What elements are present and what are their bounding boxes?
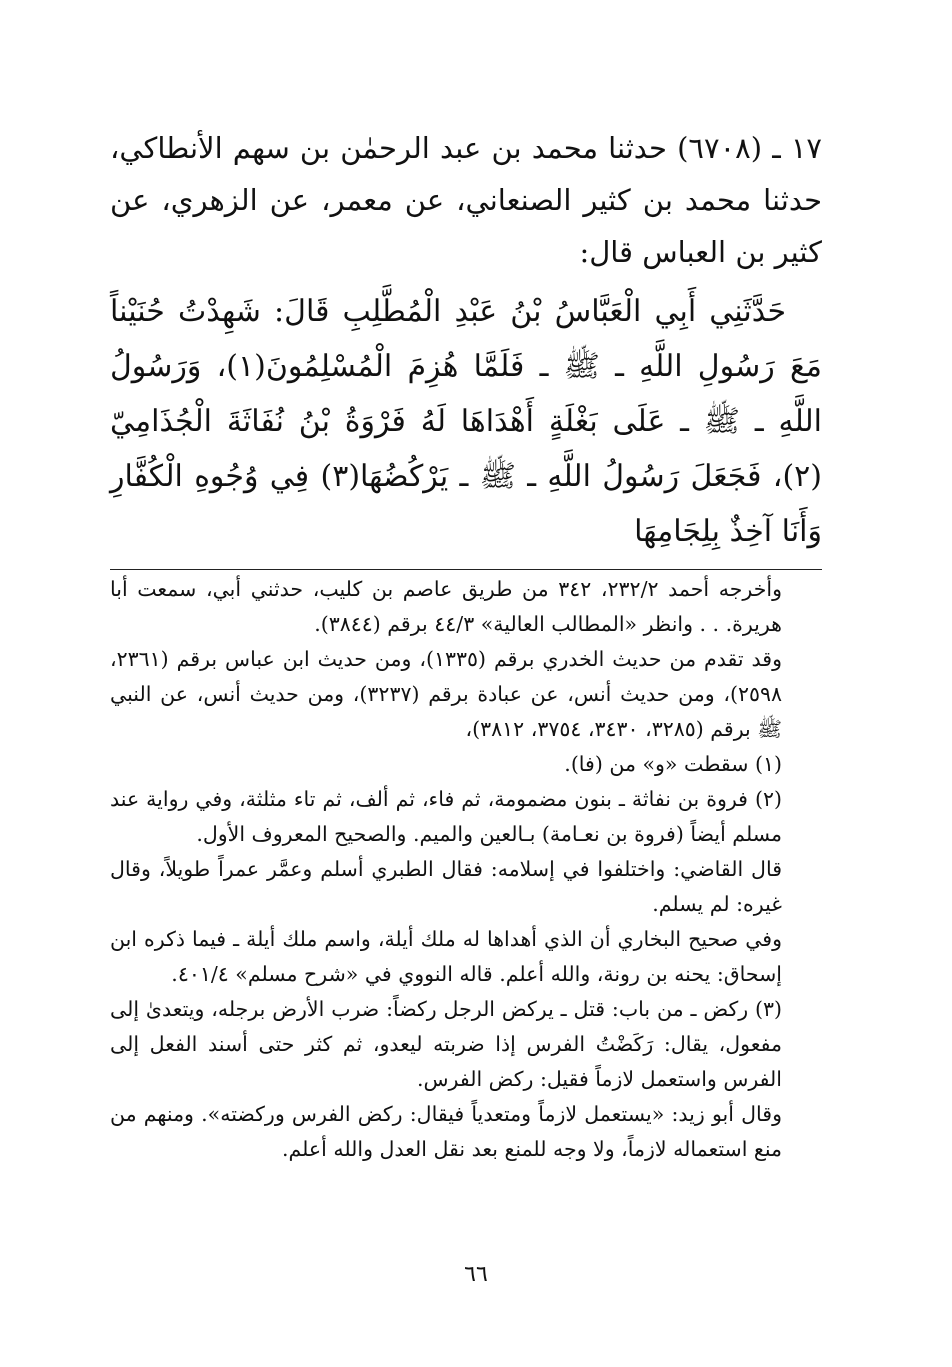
footnotes [110, 572, 822, 1167]
hadith-body [110, 284, 822, 559]
footnote-paragraph: وفي صحيح البخاري أن الذي أهداها له ملك أيلة، واسم ملك أيلة ـ فيما ذكره ابن إسحاق: يحنه بن رونة، والله أعلم. قاله النووي في «شرح مسلم» ٤٠١/٤. [110, 927, 782, 986]
footnote-1: (١) سقطت «و» من (فا). [564, 752, 782, 776]
footnote-paragraph: وقد تقدم من حديث الخدري برقم (١٣٣٥)، ومن حديث ابن عباس برقم (٢٣٦١، ٢٥٩٨)، ومن حديث أنس، عن عبادة برقم (٣٢٣٧)، ومن حديث أنس، عن النبي ﷺ برقم (٣٢٨٥، ٣٤٣٠، ٣٧٥٤، ٣٨١٢)، [110, 647, 782, 741]
footnote-paragraph: وأخرجه أحمد ٢٣٢/٢، ٣٤٢ من طريق عاصم بن كليب، حدثني أبي، سمعت أبا هريرة. . . وانظر «المطالب العالية» ٤٤/٣ برقم (٣٨٤٤). [110, 577, 782, 636]
hadith-body-text: حَدَّثَنِي أَبِي الْعَبَّاسُ بْنُ عَبْدِ الْمُطَّلِبِ قَالَ: شَهِدْتُ حُنَيْناً مَعَ رَسُولِ اللَّهِ ـ ﷺ ـ فَلَمَّا هُزِمَ الْمُسْلِمُونَ(١)، وَرَسُولُ اللَّهِ ـ ﷺ ـ عَلَى بَغْلَةٍ أَهْدَاهَا لَهُ فَرْوَةُ بْنُ نُفَاثَةَ الْجُذَامِيّ (٢)، فَجَعَلَ رَسُولُ اللَّهِ ـ ﷺ ـ يَرْكُضُهَا(٣) فِي وُجُوهِ الْكُفَّارِ وَأَنَا آخِذٌ بِلِجَامِهَا [110, 294, 822, 549]
footnote-3: (٣) ركض ـ من باب: قتل ـ يركض الرجل ركضاً: ضرب الأرض برجله، ويتعدىٰ إلى مفعول، يقال: رَكَضْتُ الفرس إذا ضربته ليعدو، ثم كثر حتى أسند الفعل إلى الفرس واستعمل لازماً فقيل: ركض الفرس. [110, 997, 782, 1091]
page-content [110, 122, 822, 1167]
main-text [110, 122, 822, 559]
footnote-paragraph: وقال أبو زيد: «يستعمل لازماً ومتعدياً فيقال: ركض الفرس وركضته». ومنهم من منع استعماله لازماً، ولا وجه للمنع بعد نقل العدل والله أعلم. [110, 1102, 782, 1161]
hadith-chain: ١٧ ـ (٦٧٠٨) حدثنا محمد بن عبد الرحمٰن بن سهم الأنطاكي، حدثنا محمد بن كثير الصنعاني، عن معمر، عن الزهري، عن كثير بن العباس قال: [110, 131, 823, 269]
page-number: ٦٦ [464, 1262, 488, 1287]
footnote-paragraph: قال القاضي: واختلفوا في إسلامه: فقال الطبري أسلم وعمَّر عمراً طويلاً، وقال غيره: لم يسلم. [110, 857, 782, 916]
footnote-2: (٢) فروة بن نفاثة ـ بنون مضمومة، ثم فاء، ثم ألف، ثم تاء مثلثة، وفي رواية عند مسلم أيضاً (فروة بن نعـامة) بـالعين والميم. والصحيح المعروف الأول. [110, 787, 782, 846]
footnote-divider [110, 569, 822, 570]
